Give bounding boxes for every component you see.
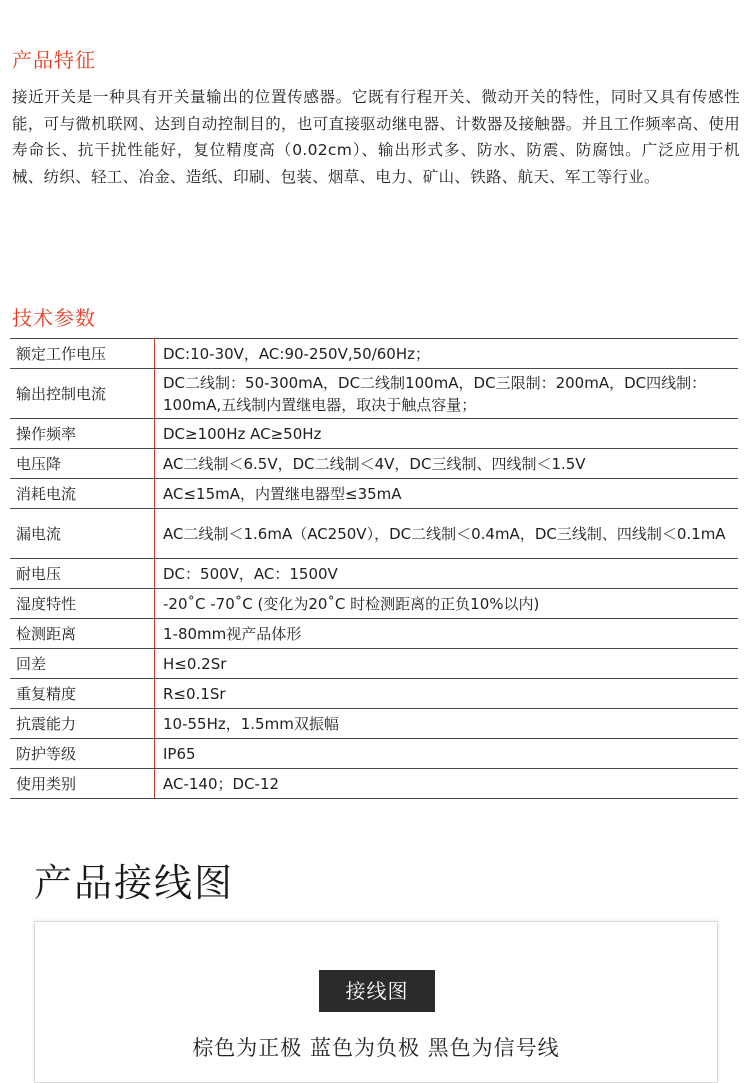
spec-value: 10-55Hz，1.5mm双振幅	[155, 709, 739, 739]
spec-label: 使用类别	[10, 769, 155, 799]
wiring-badge: 接线图	[319, 970, 435, 1012]
features-description: 接近开关是一种具有开关量输出的位置传感器。它既有行程开关、微动开关的特性，同时又具有传感性能，可与微机联网、达到自动控制目的，也可直接驱动继电器、计数器及接触器。并且工作频率高、使用寿命长、抗干扰性能好，复位精度高（0.02cm）、输出形式多、防水、防震、防腐蚀。广泛应用于机械、纺织、轻工、冶金、造纸、印刷、包装、烟草、电力、矿山、铁路、航天、军工等行业。	[12, 88, 740, 186]
table-row	[10, 339, 738, 369]
spec-label: 回差	[10, 649, 155, 679]
spec-value: DC:10-30V，AC:90-250V,50/60Hz；	[155, 339, 739, 369]
spec-label: 重复精度	[10, 679, 155, 709]
spec-label: 耐电压	[10, 559, 155, 589]
table-row	[10, 589, 738, 619]
spec-label: 防护等级	[10, 739, 155, 769]
spec-label: 电压降	[10, 449, 155, 479]
spec-label: 漏电流	[10, 509, 155, 559]
spec-value: IP65	[155, 739, 739, 769]
spec-value: AC≤15mA，内置继电器型≤35mA	[155, 479, 739, 509]
wiring-color-note: 棕色为正极 蓝色为负极 黑色为信号线	[192, 1036, 560, 1060]
spec-label: 湿度特性	[10, 589, 155, 619]
spec-label: 消耗电流	[10, 479, 155, 509]
table-row	[10, 479, 738, 509]
table-row	[10, 679, 738, 709]
spec-label: 操作频率	[10, 419, 155, 449]
table-row	[10, 509, 738, 559]
wiring-title: 产品接线图	[34, 861, 235, 905]
table-row	[10, 449, 738, 479]
spec-label: 输出控制电流	[10, 369, 155, 419]
table-row	[10, 709, 738, 739]
spec-table	[10, 338, 738, 799]
spec-value: R≤0.1Sr	[155, 679, 739, 709]
spec-label: 检测距离	[10, 619, 155, 649]
spec-value: AC二线制＜1.6mA（AC250V），DC二线制＜0.4mA，DC三线制、四线制＜0.1mA	[155, 509, 739, 559]
spec-label: 额定工作电压	[10, 339, 155, 369]
spec-value: AC二线制＜6.5V，DC二线制＜4V，DC三线制、四线制＜1.5V	[155, 449, 739, 479]
table-row	[10, 559, 738, 589]
table-row	[10, 369, 738, 419]
spec-value: AC-140；DC-12	[155, 769, 739, 799]
spec-value: H≤0.2Sr	[155, 649, 739, 679]
features-title: 产品特征	[12, 48, 96, 72]
spec-value: -20˚C -70˚C (变化为20˚C 时检测距离的正负10%以内)	[155, 589, 739, 619]
table-row	[10, 649, 738, 679]
specs-title: 技术参数	[12, 306, 96, 330]
spec-value: DC≥100Hz AC≥50Hz	[155, 419, 739, 449]
spec-value: 1-80mm视产品体形	[155, 619, 739, 649]
spec-value: DC二线制：50-300mA，DC二线制100mA，DC三限制：200mA，DC四线制：100mA,五线制内置继电器，取决于触点容量；	[155, 369, 739, 419]
table-row	[10, 739, 738, 769]
wiring-diagram-panel	[34, 921, 718, 1083]
spec-value: DC：500V，AC：1500V	[155, 559, 739, 589]
spec-label: 抗震能力	[10, 709, 155, 739]
table-row	[10, 419, 738, 449]
table-row	[10, 619, 738, 649]
table-row	[10, 769, 738, 799]
